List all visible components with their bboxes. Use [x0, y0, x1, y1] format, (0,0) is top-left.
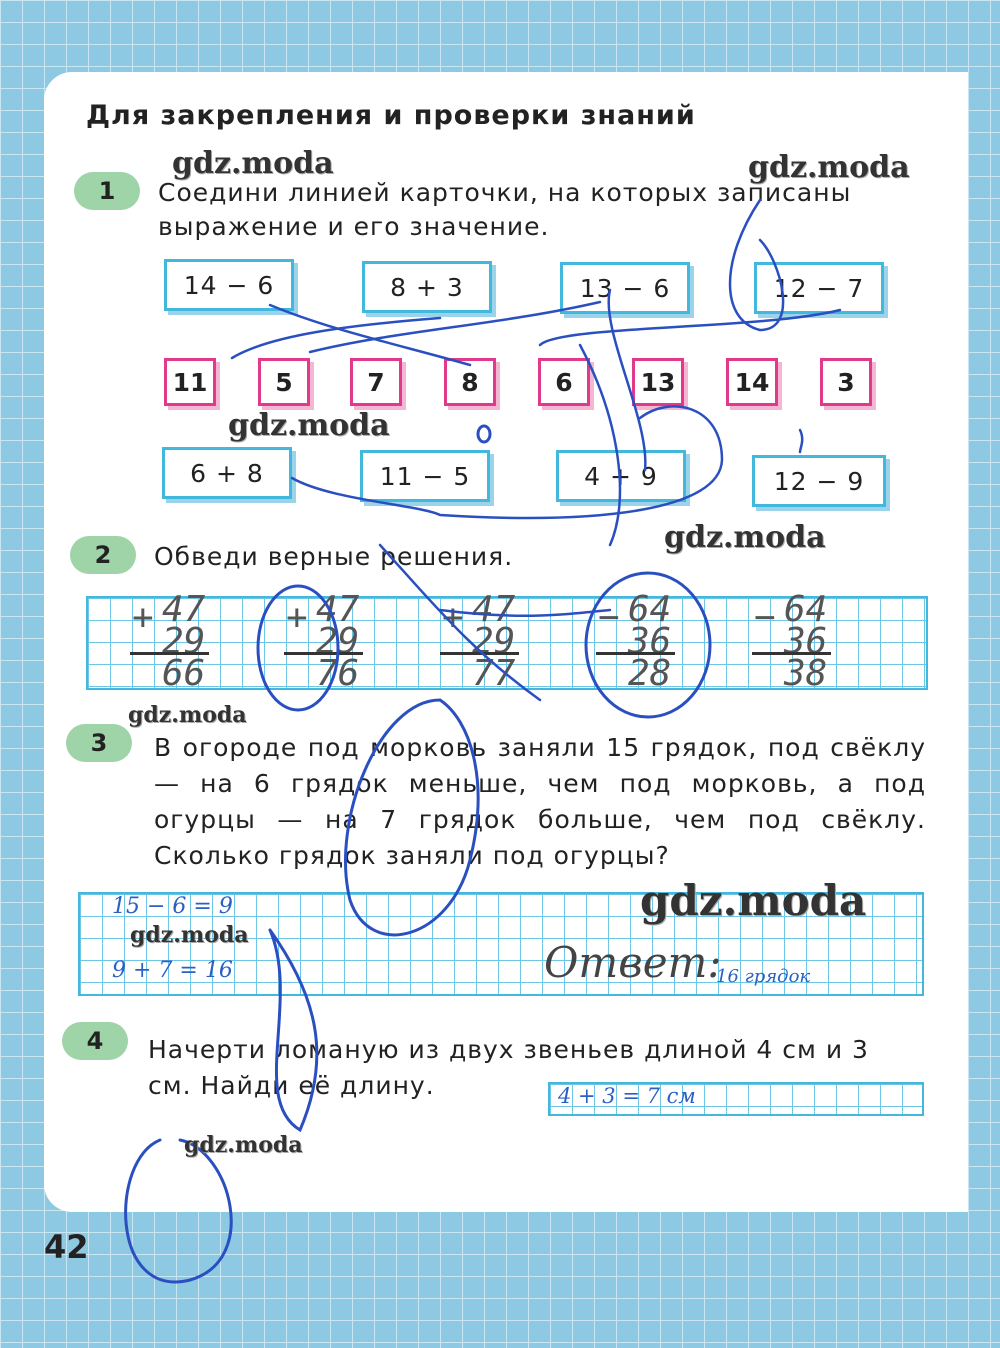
value-card: 13 — [632, 358, 684, 406]
solution-line-2: 9 + 7 = 16 — [112, 958, 233, 983]
expression-card: 14 − 6 — [164, 259, 294, 311]
expression-card: 12 − 7 — [754, 262, 884, 314]
task-2-text: Обведи верные решения. — [154, 542, 514, 571]
task-3-text: В огороде под морковь заняли 15 грядок, под свёклу — на 6 грядок меньше, чем под морковь, а под огурцы — на 7 грядок больше, чем под свёклу. Сколько грядок заняли под огурцы? — [154, 733, 926, 870]
operation-sign: − — [754, 597, 776, 638]
watermark: gdz.moda — [748, 150, 910, 185]
operand-b: 29 — [162, 621, 206, 662]
task-1-text: Соедини линией карточки, на которых записаны выражение и его значение. — [158, 178, 852, 241]
value-card: 5 — [258, 358, 310, 406]
result: 28 — [628, 653, 672, 694]
operation-sign: + — [286, 597, 308, 638]
watermark: gdz.moda — [184, 1132, 303, 1158]
task-4-solution: 4 + 3 = 7 см — [558, 1084, 696, 1108]
expression-card: 11 − 5 — [360, 450, 490, 502]
value-card: 8 — [444, 358, 496, 406]
operand-a: 64 — [784, 589, 828, 630]
page-number: 42 — [44, 1228, 89, 1266]
operand-b: 29 — [472, 621, 516, 662]
expression-card: 6 + 8 — [162, 447, 292, 499]
watermark: gdz.moda — [130, 922, 249, 948]
result: 38 — [784, 653, 828, 694]
watermark: gdz.moda — [128, 702, 247, 728]
operand-b: 36 — [628, 621, 672, 662]
task-2-number: 2 — [70, 536, 136, 574]
operand-b: 29 — [316, 621, 360, 662]
expression-card: 8 + 3 — [362, 261, 492, 313]
operand-b: 36 — [784, 621, 828, 662]
operation-sign: + — [442, 597, 464, 638]
task-4-text: Начерти ломаную из двух звеньев длиной 4 см и 3 см. Найди её длину. — [148, 1035, 869, 1100]
solution-line-1: 15 − 6 = 9 — [112, 894, 233, 919]
expression-card: 4 + 9 — [556, 450, 686, 502]
operand-a: 47 — [316, 589, 360, 630]
operand-a: 47 — [162, 589, 206, 630]
operand-a: 47 — [472, 589, 516, 630]
value-card: 3 — [820, 358, 872, 406]
result: 76 — [316, 653, 360, 694]
operation-sign: − — [598, 597, 620, 638]
answer-value: 16 грядок — [716, 966, 811, 987]
answer-label: Ответ: — [544, 938, 722, 987]
task-1-number: 1 — [74, 172, 140, 210]
value-card: 14 — [726, 358, 778, 406]
result: 66 — [162, 653, 206, 694]
watermark: gdz.moda — [664, 520, 826, 555]
task-4-number: 4 — [62, 1022, 128, 1060]
operand-a: 64 — [628, 589, 672, 630]
value-card: 6 — [538, 358, 590, 406]
watermark: gdz.moda — [228, 408, 390, 443]
expression-card: 13 − 6 — [560, 262, 690, 314]
value-card: 11 — [164, 358, 216, 406]
expression-card: 12 − 9 — [752, 455, 886, 507]
watermark: gdz.moda — [640, 876, 867, 925]
value-card: 7 — [350, 358, 402, 406]
watermark: gdz.moda — [172, 146, 334, 181]
task-3-number: 3 — [66, 724, 132, 762]
page-heading: Для закрепления и проверки знаний — [86, 100, 696, 131]
result: 77 — [472, 653, 516, 694]
operation-sign: + — [132, 597, 154, 638]
